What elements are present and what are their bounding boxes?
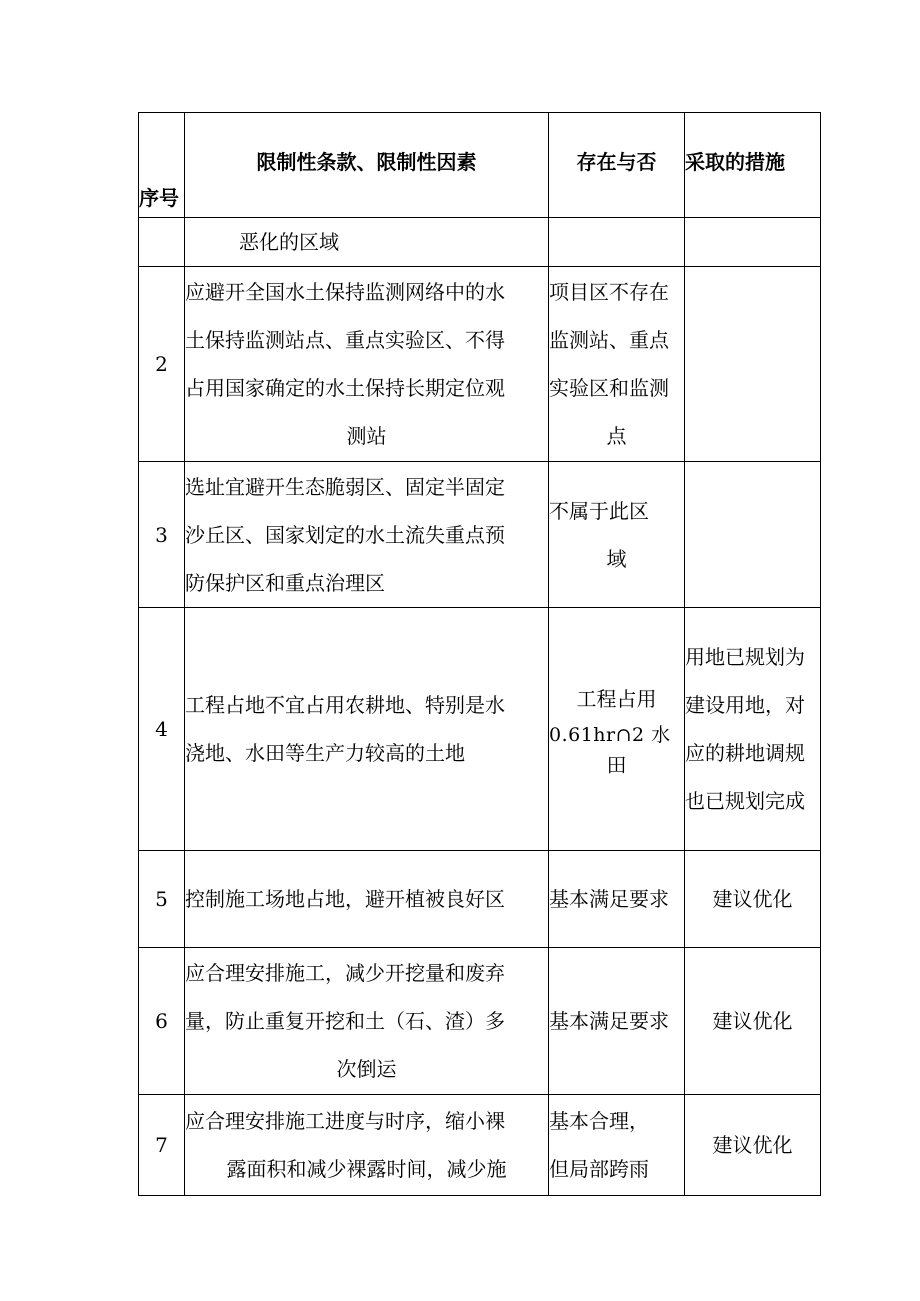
row-measure [685, 948, 821, 1095]
table-row [139, 462, 821, 608]
measure-line: 应的耕地调规 [685, 741, 805, 765]
table-header-row [139, 113, 821, 218]
clause-line: 应合理安排施工进度与时序，缩小裸 [185, 1109, 505, 1133]
row-number: 5 [139, 851, 185, 948]
exists-line: 0.61hr∩2 水 [549, 724, 671, 746]
table-row [139, 948, 821, 1095]
exists-line: 域 [606, 546, 627, 571]
measure-line: 建设用地，对 [685, 693, 805, 717]
exists-line: 但局部跨雨 [549, 1157, 649, 1181]
measure-line: 用地已规划为 [685, 645, 805, 669]
exists-line: 实验区和监测 [549, 376, 669, 400]
header-serial-number: 序号 [139, 113, 185, 218]
exists-line: 基本合理， [549, 1109, 649, 1133]
row-measure [685, 1095, 821, 1196]
table-row [139, 1095, 821, 1196]
clause-line: 控制施工场地占地，避开植被良好区 [185, 887, 505, 911]
row-number: 3 [139, 462, 185, 608]
row-exists [549, 218, 685, 267]
row-clause [185, 608, 549, 851]
row-exists [549, 851, 685, 948]
table-row [139, 851, 821, 948]
measure-line: 建议优化 [712, 887, 793, 911]
exists-line: 项目区不存在 [549, 280, 669, 304]
row-exists [549, 462, 685, 608]
row-measure [685, 462, 821, 608]
restriction-table [138, 112, 821, 1196]
clause-line: 浇地、水田等生产力较高的土地 [185, 741, 465, 765]
row-clause [185, 1095, 549, 1196]
row-number: 2 [139, 267, 185, 462]
row-clause [185, 948, 549, 1095]
table-row [139, 218, 821, 267]
clause-line: 测站 [346, 424, 387, 448]
measure-line: 也已规划完成 [685, 789, 805, 813]
clause-line: 选址宜避开生态脆弱区、固定半固定 [185, 474, 505, 499]
clause-line: 沙丘区、国家划定的水土流失重点预 [185, 522, 505, 547]
clause-line: 占用国家确定的水土保持长期定位观 [185, 376, 505, 400]
exists-line: 监测站、重点 [549, 328, 669, 352]
table-row [139, 267, 821, 462]
clause-line: 工程占地不宜占用农耕地、特别是水 [185, 693, 505, 717]
row-clause [185, 267, 549, 462]
clause-line: 露面积和减少裸露时间，减少施 [226, 1157, 507, 1181]
measure-line: 建议优化 [712, 1133, 793, 1157]
clause-line: 量，防止重复开挖和土（石、渣）多 [185, 1009, 505, 1033]
clause-line: 次倒运 [336, 1057, 397, 1081]
row-clause [185, 218, 549, 267]
clause-line: 应避开全国水土保持监测网络中的水 [185, 280, 505, 304]
table-row [139, 608, 821, 851]
measure-line: 建议优化 [712, 1009, 793, 1033]
row-clause [185, 462, 549, 608]
exists-line: 不属于此区 [549, 498, 649, 523]
clause-line: 恶化的区域 [239, 230, 339, 254]
exists-line: 点 [606, 424, 627, 448]
clause-line: 应合理安排施工，减少开挖量和废弃 [185, 961, 505, 985]
exists-line: 工程占用 [576, 687, 657, 711]
row-exists [549, 608, 685, 851]
row-exists [549, 948, 685, 1095]
header-measures-taken: 采取的措施 [685, 113, 821, 218]
clause-line: 防保护区和重点治理区 [185, 570, 385, 595]
row-number: 4 [139, 608, 185, 851]
row-exists [549, 1095, 685, 1196]
row-number: 6 [139, 948, 185, 1095]
row-measure [685, 608, 821, 851]
row-clause [185, 851, 549, 948]
header-restrictive-clause: 限制性条款、限制性因素 [185, 113, 549, 218]
row-number: 7 [139, 1095, 185, 1196]
clause-line: 土保持监测站点、重点实验区、不得 [185, 328, 505, 352]
row-measure [685, 218, 821, 267]
header-exists-or-not: 存在与否 [549, 113, 685, 218]
row-measure [685, 851, 821, 948]
exists-line: 田 [606, 753, 627, 777]
row-number [139, 218, 185, 267]
row-measure [685, 267, 821, 462]
exists-line: 基本满足要求 [549, 887, 669, 911]
exists-line: 基本满足要求 [549, 1009, 669, 1033]
row-exists [549, 267, 685, 462]
